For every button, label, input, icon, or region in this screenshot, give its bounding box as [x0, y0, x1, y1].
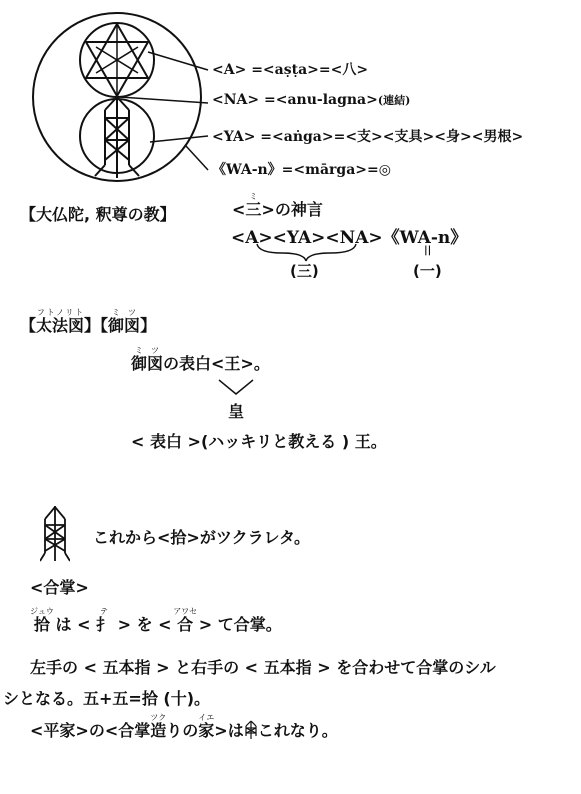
gassho-heading: <合掌>	[30, 578, 89, 597]
gassho-p2-line1: 左手の < 五本指 > と右手の < 五本指 > を合わせて合掌のシル	[30, 658, 496, 677]
label-wan: 《WA-n》=<mārga>=◎	[212, 162, 391, 178]
icon-text: これから<拾>がツクラレタ。	[93, 528, 311, 547]
section2-heading: 【太法図フトノリト】【御図ミツ】	[20, 308, 157, 335]
label-ya: <YA> =<aṅga>=<支><支具><身><男根>	[212, 129, 524, 145]
tsuku-ruby: 造ツク	[150, 713, 167, 740]
label-a: <A> =<aṣṭa>=<八>	[212, 62, 369, 78]
gassho-p2-line2: シとなる。五+五=拾 (十)。	[3, 689, 211, 708]
section1-heading: 【大仏陀, 釈尊の教】	[20, 205, 176, 224]
section2-line2: < 表白 >(ハッキリと教える ) 王。	[131, 432, 387, 451]
futonorito-ruby: 太法図フトノリト	[36, 308, 85, 335]
figure-icon	[40, 505, 70, 563]
label-na-text: <NA> =<anu-lagna>	[212, 92, 378, 108]
label-na-note: (連結)	[377, 94, 411, 107]
equal-sign: ||	[424, 245, 432, 256]
brace-label: (三)	[290, 262, 319, 280]
chevron-down-mark	[219, 380, 253, 394]
mitsu-ruby-2: 御図ミツ	[131, 346, 164, 373]
gassho-p1: 拾ジュウ は < 扌テ > を < 合アワセ > て合掌。	[30, 607, 282, 634]
gassho-p3: <平家>の<合掌造ツクりの家イエ>は これなり。	[30, 713, 338, 740]
shingon-line: <三ミ>の神言	[232, 192, 323, 219]
ie-ruby: 家イエ	[198, 713, 215, 740]
small-figure-icon	[244, 720, 258, 740]
te-ruby: 扌テ	[96, 607, 113, 634]
wan-label: (一)	[413, 262, 442, 280]
formula: <A><YA><NA>《WA-n》	[231, 228, 468, 248]
ju-ruby: 拾ジュウ	[30, 607, 54, 634]
mitsu-ruby: 御図ミツ	[108, 308, 141, 335]
king-char: 皇	[228, 402, 245, 421]
shingon-ruby: 三ミ	[245, 192, 262, 219]
awase-ruby: 合アワセ	[173, 607, 198, 634]
line1-rest: の表白<王>。	[163, 354, 270, 373]
